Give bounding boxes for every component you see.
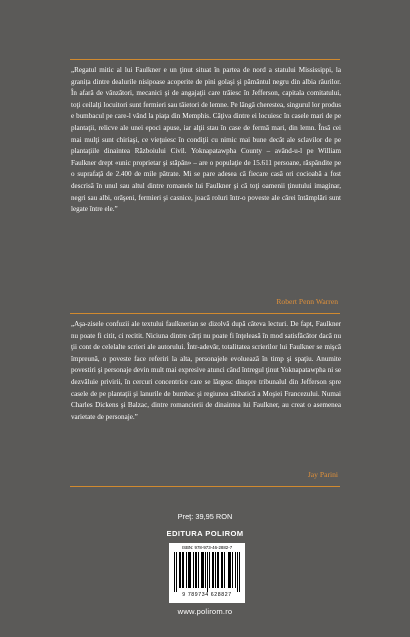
publisher-website: www.polirom.ro xyxy=(177,607,233,616)
barcode-bar xyxy=(202,552,203,588)
barcode-bar xyxy=(224,552,225,588)
barcode-bar xyxy=(195,552,196,588)
barcode-bar xyxy=(174,552,175,592)
barcode-bar xyxy=(239,552,240,592)
barcode-bar xyxy=(232,552,233,588)
barcode-image xyxy=(173,552,241,592)
barcode-bar xyxy=(182,552,183,588)
barcode-bar xyxy=(193,552,194,588)
barcode-bar xyxy=(207,552,208,592)
barcode-bar xyxy=(218,552,219,588)
barcode-panel xyxy=(169,543,245,603)
barcode-bar xyxy=(213,552,214,588)
barcode-bar xyxy=(209,552,210,588)
barcode-bar xyxy=(222,552,223,588)
publisher-name: EDITURA POLIROM xyxy=(166,529,244,538)
barcode-bar xyxy=(186,552,187,588)
barcode-bar xyxy=(212,552,213,588)
barcode-bar xyxy=(229,552,230,588)
barcode-bar xyxy=(203,552,204,588)
quote-author-parini: Jay Parini xyxy=(307,470,338,479)
barcode-bar xyxy=(230,552,231,588)
isbn-label: ISBN: 978-973-46-2882-7 xyxy=(181,545,233,550)
barcode-bar xyxy=(228,552,229,588)
bottom-divider xyxy=(70,486,340,487)
barcode-bar xyxy=(205,552,206,588)
top-divider xyxy=(70,59,340,60)
barcode-bar xyxy=(201,552,202,588)
barcode-bar xyxy=(237,552,238,592)
middle-divider xyxy=(70,313,340,314)
barcode-bar xyxy=(188,552,189,588)
barcode-bar xyxy=(190,552,191,588)
barcode-bar xyxy=(221,552,222,588)
quote-faulkner-reading: „Aşa-zisele confuzii ale textului faulknerian se dizolvă după câteva lecturi. De fapt, Faulkner nu poate fi citit, ci recitit. Niciuna dintre cărţi nu poate fi înţeleasă în mod satisfăcător dacă nu ţii cont de celelalte scrieri ale autorului. Într-adevăr, totalitatea scrierilor lui Faulkner se mişcă împreună, o poveste face referiri la alta, personajele evoluează în timp şi spaţiu. Anumite povestiri şi personaje devin mult mai expresive atunci când întregul ţinut Yoknapatawpha ni se dezvăluie privirii, în cercuri concentrice care se lărgesc dinspre tribunalul din Jefferson spre casele de pe plantaţii şi lanurile de bumbac şi regiunea sălbatică a Moşiei Francezului. Numai Charles Dickens şi Balzac, dintre romancierii de dinaintea lui Faulkner, au creat o asemenea varietate de personaje.” xyxy=(71,320,341,421)
barcode-bar xyxy=(215,552,216,588)
barcode-bar xyxy=(189,552,190,588)
quote-author-warren: Robert Penn Warren xyxy=(276,297,338,306)
barcode-bar xyxy=(198,552,199,588)
barcode-bar xyxy=(217,552,218,588)
price-label: Preţ: 39,95 RON xyxy=(177,512,233,521)
barcode-number: 9 789734 628827 xyxy=(182,592,232,598)
quote-faulkner-region: „Regatul mitic al lui Faulkner e un ţinut situat în partea de nord a statului Mississippi, la granița dintre dealurile nisipoase acoperite de pini golaşi şi pământul negru din albia râurilor. În afară de vânzători, mecanici şi de angajaţii care trăiesc în Jefferson, capitala comitatului, toţi ceilalţi locuitori sunt fermieri sau tăietori de lemne. Pe lângă cherestea, singurul lor produs e bumbacul pe care-l vând la piaţa din Memphis. Câţiva dintre ei locuiesc în casele mari de pe plantaţii, relicve ale unei epoci apuse, iar alţii stau în case de fermă mari, din lemn. Însă cei mai mulţi sunt chiriaşi, ce vieţuiesc în condiţii cu nimic mai bune decât ale sclavilor de pe plantaţiile dinaintea Războiului Civil. Yoknapatawpha County – având-u-l pe William Faulkner drept «unic proprietar şi stăpân» – are o populaţie de 15.611 persoane, răspândite pe o suprafaţă de 2.400 de mile pătrate. Mi se pare adesea că fiecare casă ori cocioabă a fost descrisă în unul sau altul dintre romanele lui Faulkner şi că toţi oamenii ţinutului imaginar, negri sau albi, orăşeni, fermieri şi casnice, joacă roluri într-o poveste ale cărei întâmplări sunt legate între ele.” xyxy=(71,66,341,214)
barcode-bar xyxy=(235,552,236,588)
barcode-bar xyxy=(176,552,177,592)
barcode-bar xyxy=(179,552,180,588)
barcode-bar xyxy=(180,552,181,588)
barcode-bar xyxy=(196,552,197,588)
barcode-bar xyxy=(183,552,184,588)
